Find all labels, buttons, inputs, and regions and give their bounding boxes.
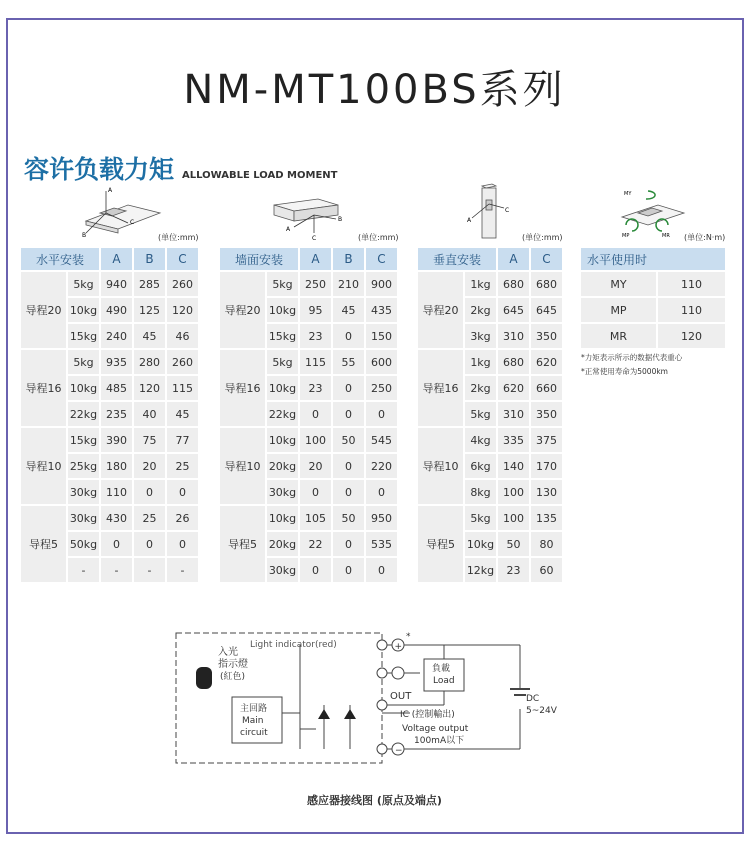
col-header: C bbox=[531, 248, 562, 270]
cell: 120 bbox=[134, 376, 165, 400]
col-header: 水平安装 bbox=[21, 248, 99, 270]
dc-range-label: 5~24V bbox=[526, 706, 557, 716]
cell: 5kg bbox=[465, 402, 496, 426]
cell: 0 bbox=[366, 480, 397, 504]
col-header: 垂直安装 bbox=[418, 248, 496, 270]
cell: 900 bbox=[366, 272, 397, 296]
diag2-label-b: B bbox=[338, 216, 343, 223]
unit-mm-1: (单位:mm) bbox=[158, 233, 199, 242]
cell: 115 bbox=[300, 350, 331, 374]
col-header: A bbox=[498, 248, 529, 270]
cell: MP bbox=[581, 298, 656, 322]
group-label: 导程10 bbox=[220, 428, 265, 504]
cell: 125 bbox=[134, 298, 165, 322]
cell: 935 bbox=[101, 350, 132, 374]
section-title-cn: 容许负载力矩 bbox=[24, 155, 175, 184]
cell: 260 bbox=[167, 272, 198, 296]
cell: 150 bbox=[366, 324, 397, 348]
group-label: 导程16 bbox=[418, 350, 463, 426]
vertical-mount-table bbox=[416, 246, 564, 584]
cell: 25kg bbox=[68, 454, 99, 478]
cell: 0 bbox=[333, 376, 364, 400]
cell: 8kg bbox=[465, 480, 496, 504]
cell: 50 bbox=[333, 506, 364, 530]
cell: 10kg bbox=[267, 506, 298, 530]
cell: 4kg bbox=[465, 428, 496, 452]
cell: 5kg bbox=[68, 350, 99, 374]
cell: 30kg bbox=[267, 558, 298, 582]
notes bbox=[581, 351, 682, 379]
main-circuit-en2: circuit bbox=[240, 728, 268, 738]
group-label: 导程20 bbox=[21, 272, 66, 348]
cell: 45 bbox=[333, 298, 364, 322]
note-1: *力矩表示所示的数据代表重心 bbox=[581, 353, 683, 362]
page-title: NM-MT100BS系列 bbox=[183, 67, 566, 113]
cell: MR bbox=[581, 324, 656, 348]
cell: 280 bbox=[134, 350, 165, 374]
cell: MY bbox=[581, 272, 656, 296]
group-label: 导程20 bbox=[220, 272, 265, 348]
light-indicator-label: Light indicator(red) bbox=[250, 640, 337, 650]
terminal-plus: + bbox=[394, 642, 403, 652]
cell: 620 bbox=[498, 376, 529, 400]
cell: 15kg bbox=[267, 324, 298, 348]
cell: - bbox=[167, 558, 198, 582]
cell: 22 bbox=[300, 532, 331, 556]
cell: 23 bbox=[300, 324, 331, 348]
cell: 20kg bbox=[267, 454, 298, 478]
cell: 45 bbox=[167, 402, 198, 426]
current-label: 100mA以下 bbox=[414, 736, 465, 746]
cell: 105 bbox=[300, 506, 331, 530]
unit-mm-2: (单位:mm) bbox=[358, 233, 399, 242]
diag1-label-a: A bbox=[108, 187, 113, 194]
cell: 535 bbox=[366, 532, 397, 556]
cell: 0 bbox=[101, 532, 132, 556]
horizontal-mount-table bbox=[19, 246, 200, 584]
cell: 0 bbox=[167, 480, 198, 504]
cell: 130 bbox=[531, 480, 562, 504]
cell: 5kg bbox=[267, 272, 298, 296]
cell: 23 bbox=[498, 558, 529, 582]
terminal-minus: − bbox=[395, 746, 403, 756]
diag1-label-c: C bbox=[130, 219, 135, 226]
vertical-mount-diagram bbox=[462, 182, 522, 242]
cell: 0 bbox=[333, 402, 364, 426]
cell: 0 bbox=[366, 402, 397, 426]
cell: 660 bbox=[531, 376, 562, 400]
cell: 260 bbox=[167, 350, 198, 374]
cell: 50kg bbox=[68, 532, 99, 556]
cell: 680 bbox=[498, 350, 529, 374]
ic-label: IC (控制輸出) bbox=[400, 710, 455, 720]
cell: 0 bbox=[333, 480, 364, 504]
group-label: 导程5 bbox=[418, 506, 463, 582]
group-label: 导程5 bbox=[21, 506, 66, 582]
cell: 30kg bbox=[68, 506, 99, 530]
cell: 15kg bbox=[68, 428, 99, 452]
cell: 490 bbox=[101, 298, 132, 322]
cell: 77 bbox=[167, 428, 198, 452]
cell: 350 bbox=[531, 402, 562, 426]
cell: 100 bbox=[498, 480, 529, 504]
cell: 20 bbox=[134, 454, 165, 478]
cell: 180 bbox=[101, 454, 132, 478]
group-label: 导程10 bbox=[21, 428, 66, 504]
cell: 115 bbox=[167, 376, 198, 400]
out-label: OUT bbox=[390, 691, 412, 702]
main-circuit-cn: 主回路 bbox=[240, 704, 268, 714]
group-label: 导程16 bbox=[21, 350, 66, 426]
diag3-label-c: C bbox=[505, 207, 510, 214]
cell: 0 bbox=[333, 532, 364, 556]
col-header: 水平使用时 bbox=[581, 248, 725, 270]
cell: 26 bbox=[167, 506, 198, 530]
moment-diagram bbox=[618, 185, 688, 240]
cell: 46 bbox=[167, 324, 198, 348]
group-label: 导程5 bbox=[220, 506, 265, 582]
cell: 5kg bbox=[465, 506, 496, 530]
cell: 335 bbox=[498, 428, 529, 452]
cell: 20 bbox=[300, 454, 331, 478]
cell: 250 bbox=[366, 376, 397, 400]
cell: 2kg bbox=[465, 298, 496, 322]
cell: 0 bbox=[300, 402, 331, 426]
unit-nm: (单位:N·m) bbox=[684, 233, 726, 242]
cell: 485 bbox=[101, 376, 132, 400]
cell: 12kg bbox=[465, 558, 496, 582]
col-header: A bbox=[101, 248, 132, 270]
cell: 25 bbox=[167, 454, 198, 478]
col-header: A bbox=[300, 248, 331, 270]
cell: 110 bbox=[101, 480, 132, 504]
cell: 75 bbox=[134, 428, 165, 452]
cell: 95 bbox=[300, 298, 331, 322]
cell: 0 bbox=[333, 324, 364, 348]
cell: 310 bbox=[498, 402, 529, 426]
diag2-label-c: C bbox=[312, 235, 317, 240]
cell: 250 bbox=[300, 272, 331, 296]
col-header: C bbox=[167, 248, 198, 270]
load-en-label: Load bbox=[433, 676, 455, 686]
cell: 0 bbox=[300, 558, 331, 582]
cell: 3kg bbox=[465, 324, 496, 348]
cell: 0 bbox=[333, 454, 364, 478]
section-title-en: ALLOWABLE LOAD MOMENT bbox=[182, 170, 338, 181]
cell: 0 bbox=[366, 558, 397, 582]
col-header: B bbox=[333, 248, 364, 270]
col-header: C bbox=[366, 248, 397, 270]
cell: 545 bbox=[366, 428, 397, 452]
cell: 310 bbox=[498, 324, 529, 348]
terminal-star: * bbox=[406, 632, 411, 642]
cell: 2kg bbox=[465, 376, 496, 400]
diag4-label-my: MY bbox=[624, 191, 632, 197]
moment-table bbox=[579, 246, 727, 350]
cell: 645 bbox=[531, 298, 562, 322]
cell: 80 bbox=[531, 532, 562, 556]
cell: 5kg bbox=[68, 272, 99, 296]
cell: 10kg bbox=[68, 298, 99, 322]
cell: 60 bbox=[531, 558, 562, 582]
cell: 950 bbox=[366, 506, 397, 530]
cell: 235 bbox=[101, 402, 132, 426]
cell: 15kg bbox=[68, 324, 99, 348]
cell: 940 bbox=[101, 272, 132, 296]
diag4-label-mp: MP bbox=[622, 233, 630, 239]
cell: 10kg bbox=[465, 532, 496, 556]
note-2: *正常使用寿命为5000km bbox=[581, 367, 668, 376]
cell: 30kg bbox=[68, 480, 99, 504]
diag1-label-b: B bbox=[82, 232, 87, 238]
cell: 22kg bbox=[267, 402, 298, 426]
cell: 620 bbox=[531, 350, 562, 374]
cell: - bbox=[101, 558, 132, 582]
cell: - bbox=[134, 558, 165, 582]
cell: 0 bbox=[167, 532, 198, 556]
load-cn-label: 負載 bbox=[432, 664, 451, 674]
main-circuit-en1: Main bbox=[242, 716, 264, 726]
cell: 10kg bbox=[267, 298, 298, 322]
diag4-label-mr: MR bbox=[662, 233, 670, 239]
cell: 680 bbox=[531, 272, 562, 296]
horizontal-mount-diagram bbox=[78, 183, 168, 238]
group-label: 导程20 bbox=[418, 272, 463, 348]
cell: 430 bbox=[101, 506, 132, 530]
unit-mm-3: (单位:mm) bbox=[522, 233, 563, 242]
col-header: 墙面安装 bbox=[220, 248, 298, 270]
group-label: 导程16 bbox=[220, 350, 265, 426]
sensor-wiring-diagram bbox=[170, 625, 590, 785]
cell: 50 bbox=[498, 532, 529, 556]
section-heading bbox=[24, 150, 337, 186]
cell: 100 bbox=[498, 506, 529, 530]
cell: 240 bbox=[101, 324, 132, 348]
dc-label: DC bbox=[526, 694, 540, 704]
cell: 5kg bbox=[267, 350, 298, 374]
cell: 10kg bbox=[68, 376, 99, 400]
cell: 50 bbox=[333, 428, 364, 452]
cell: 45 bbox=[134, 324, 165, 348]
diag3-label-a: A bbox=[467, 217, 472, 224]
cell: 30kg bbox=[267, 480, 298, 504]
cell: 0 bbox=[333, 558, 364, 582]
cell: 10kg bbox=[267, 428, 298, 452]
cell: 375 bbox=[531, 428, 562, 452]
cell: 680 bbox=[498, 272, 529, 296]
wiring-caption: 感应器接线图 (原点及端点) bbox=[307, 794, 442, 807]
cell: 55 bbox=[333, 350, 364, 374]
cell: 110 bbox=[658, 298, 725, 322]
diag2-label-a: A bbox=[286, 226, 291, 233]
cell: 0 bbox=[300, 480, 331, 504]
group-label: 导程10 bbox=[418, 428, 463, 504]
cell: 600 bbox=[366, 350, 397, 374]
cell: 25 bbox=[134, 506, 165, 530]
cell: 170 bbox=[531, 454, 562, 478]
cell: 110 bbox=[658, 272, 725, 296]
cell: - bbox=[68, 558, 99, 582]
cell: 390 bbox=[101, 428, 132, 452]
cell: 1kg bbox=[465, 272, 496, 296]
indicator-cn-2: 指示燈 bbox=[218, 659, 248, 670]
cell: 435 bbox=[366, 298, 397, 322]
cell: 135 bbox=[531, 506, 562, 530]
cell: 120 bbox=[167, 298, 198, 322]
cell: 140 bbox=[498, 454, 529, 478]
cell: 6kg bbox=[465, 454, 496, 478]
wall-mount-table bbox=[218, 246, 399, 584]
cell: 40 bbox=[134, 402, 165, 426]
cell: 1kg bbox=[465, 350, 496, 374]
cell: 120 bbox=[658, 324, 725, 348]
indicator-cn-1: 入光 bbox=[218, 647, 238, 658]
cell: 210 bbox=[333, 272, 364, 296]
cell: 20kg bbox=[267, 532, 298, 556]
cell: 0 bbox=[134, 532, 165, 556]
cell: 220 bbox=[366, 454, 397, 478]
cell: 645 bbox=[498, 298, 529, 322]
cell: 350 bbox=[531, 324, 562, 348]
cell: 22kg bbox=[68, 402, 99, 426]
voltage-output-label: Voltage output bbox=[402, 724, 469, 734]
cell: 100 bbox=[300, 428, 331, 452]
cell: 23 bbox=[300, 376, 331, 400]
indicator-cn-3: (紅色) bbox=[220, 672, 246, 682]
cell: 285 bbox=[134, 272, 165, 296]
col-header: B bbox=[134, 248, 165, 270]
wall-mount-diagram bbox=[268, 195, 348, 240]
cell: 10kg bbox=[267, 376, 298, 400]
cell: 0 bbox=[134, 480, 165, 504]
